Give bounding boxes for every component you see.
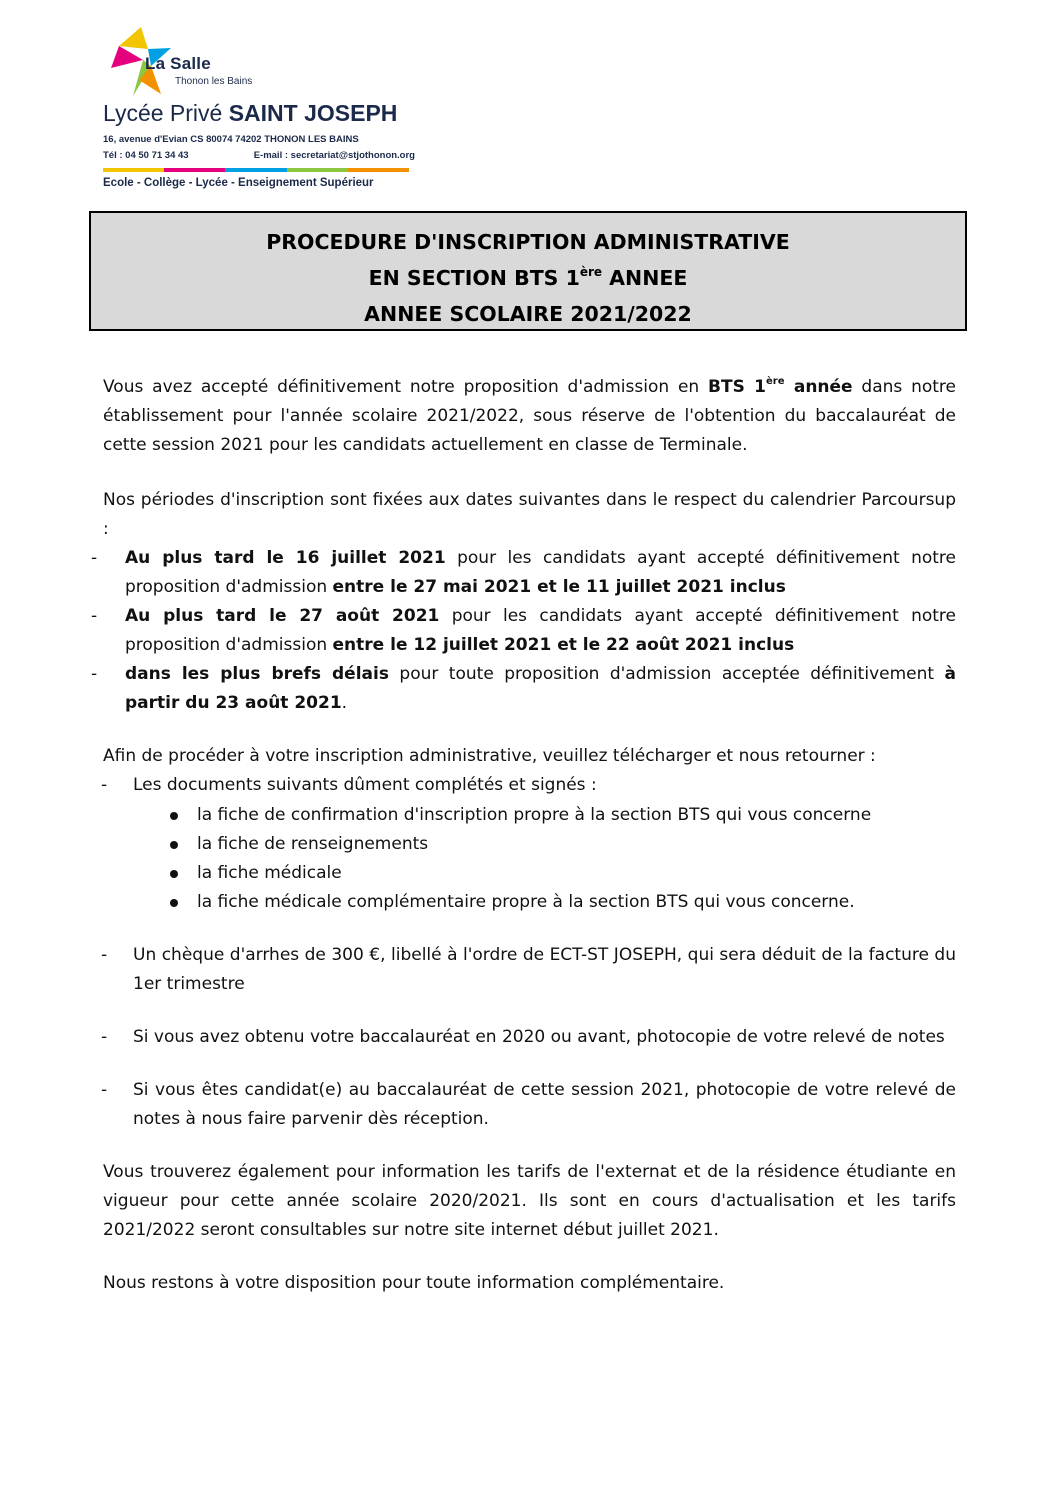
bullet-dot xyxy=(170,841,178,849)
brand-name: La Salle xyxy=(145,54,211,73)
brand-location: Thonon les Bains xyxy=(175,76,253,87)
document-bullet-text: la fiche de confirmation d'inscription propre à la section BTS qui vous concerne xyxy=(197,805,872,825)
dash-marker: - xyxy=(91,548,98,568)
dash-marker: - xyxy=(91,664,98,684)
title-line-2-prefix: EN SECTION BTS 1 xyxy=(368,266,580,290)
period-text: pour les candidats ayant accepté définitivement notre proposition d'admission xyxy=(125,606,956,655)
intro-bold xyxy=(708,377,853,397)
cheque-text: Un chèque d'arrhes de 300 €, libellé à l'ordre de ECT-ST JOSEPH, qui sera déduit de la facture du 1er trimestre xyxy=(133,945,956,994)
document-bullet xyxy=(133,830,956,859)
intro-text-before: Vous avez accepté définitivement notre proposition d'admission en xyxy=(103,377,709,397)
bullet-dot xyxy=(170,812,178,820)
period-text: pour les candidats ayant accepté définitivement notre proposition d'admission xyxy=(125,548,956,597)
period-range: à partir du 23 août 2021 xyxy=(125,664,956,713)
document-bullet xyxy=(133,801,956,830)
tariffs-paragraph: Vous trouverez également pour information les tarifs de l'externat et de la résidence étudiante en vigueur pour cette année scolaire 2020/2021. Ils sont en cours d'actualisation et les tarifs 2021/2022 seront consultables sur notre site internet début juillet 2021. xyxy=(103,1162,956,1240)
document-bullet-text: la fiche médicale complémentaire propre à la section BTS qui vous concerne. xyxy=(197,892,855,912)
title-line-2-suffix: ANNEE xyxy=(602,266,688,290)
period-end: . xyxy=(341,693,348,713)
intro-bold-suffix: année xyxy=(784,377,853,397)
school-email: E-mail : secretariat@stjothonon.org xyxy=(253,150,415,161)
period-item xyxy=(91,544,956,602)
intro-paragraph xyxy=(103,373,956,460)
school-name-prefix: Lycée Privé xyxy=(103,100,229,126)
document-body xyxy=(91,373,957,1298)
bullet-dot xyxy=(170,870,178,878)
period-item xyxy=(91,660,956,718)
dash-marker: - xyxy=(101,775,108,795)
school-phone: Tél : 04 50 71 34 43 xyxy=(103,150,189,161)
documents-list xyxy=(103,771,956,1134)
school-contact xyxy=(103,150,415,161)
period-deadline: dans les plus brefs délais xyxy=(125,664,389,684)
bac-before-item xyxy=(103,1023,956,1052)
school-name-strong: SAINT JOSEPH xyxy=(228,100,398,126)
period-range: entre le 12 juillet 2021 et le 22 août 2021 inclus xyxy=(332,635,795,655)
school-tagline: Ecole - Collège - Lycée - Enseignement Supérieur xyxy=(103,177,374,189)
document-bullet-text: la fiche de renseignements xyxy=(197,834,429,854)
school-address: 16, avenue d'Evian CS 80074 74202 THONON LES BAINS xyxy=(103,134,359,145)
period-deadline: Au plus tard le 27 août 2021 xyxy=(125,606,440,626)
documents-bullet-list xyxy=(133,801,956,917)
documents-label: Les documents suivants dûment complétés et signés : xyxy=(133,775,597,795)
periods-intro: Nos périodes d'inscription sont fixées aux dates suivantes dans le respect du calendrier Parcoursup : xyxy=(103,490,956,539)
intro-bold-sup: ère xyxy=(766,376,785,387)
title-line-2 xyxy=(91,260,965,296)
period-deadline: Au plus tard le 16 juillet 2021 xyxy=(125,548,446,568)
dash-marker: - xyxy=(101,1027,108,1047)
title-line-1: PROCEDURE D'INSCRIPTION ADMINISTRATIVE xyxy=(266,230,790,254)
period-range: entre le 27 mai 2021 et le 11 juillet 2021 inclus xyxy=(332,577,786,597)
school-name xyxy=(103,100,397,127)
dash-marker: - xyxy=(91,606,98,626)
title-line-2-sup: ère xyxy=(579,265,603,279)
document-bullet-text: la fiche médicale xyxy=(197,863,342,883)
periods-list xyxy=(91,544,956,718)
school-letterhead xyxy=(103,24,433,196)
bullet-dot xyxy=(170,899,178,907)
closing-paragraph: Nous restons à votre disposition pour toute information complémentaire. xyxy=(103,1273,725,1293)
period-item xyxy=(91,602,956,660)
bac-candidate-item xyxy=(103,1076,956,1134)
document-bullet xyxy=(133,859,956,888)
dash-marker: - xyxy=(101,945,108,965)
document-title-box xyxy=(89,211,967,331)
color-stripe xyxy=(103,168,409,172)
documents-item xyxy=(103,771,956,917)
procedure-intro: Afin de procéder à votre inscription administrative, veuillez télécharger et nous retourner : xyxy=(103,746,876,766)
document-bullet xyxy=(133,888,956,917)
intro-text-after: dans notre établissement pour l'année scolaire 2021/2022, sous réserve de l'obtention du baccalauréat de cette session 2021 pour les candidats actuellement en classe de Terminale. xyxy=(103,377,957,455)
title-line-3: ANNEE SCOLAIRE 2021/2022 xyxy=(364,302,692,326)
intro-bold-prefix: BTS 1 xyxy=(708,377,766,397)
bac-candidate-text: Si vous êtes candidat(e) au baccalauréat de cette session 2021, photocopie de votre relevé de notes à nous faire parvenir dès réception. xyxy=(133,1080,956,1129)
bac-before-text: Si vous avez obtenu votre baccalauréat en 2020 ou avant, photocopie de votre relevé de notes xyxy=(133,1027,945,1047)
cheque-item xyxy=(103,941,956,999)
period-text: pour toute proposition d'admission acceptée définitivement xyxy=(388,664,945,684)
dash-marker: - xyxy=(101,1080,108,1100)
